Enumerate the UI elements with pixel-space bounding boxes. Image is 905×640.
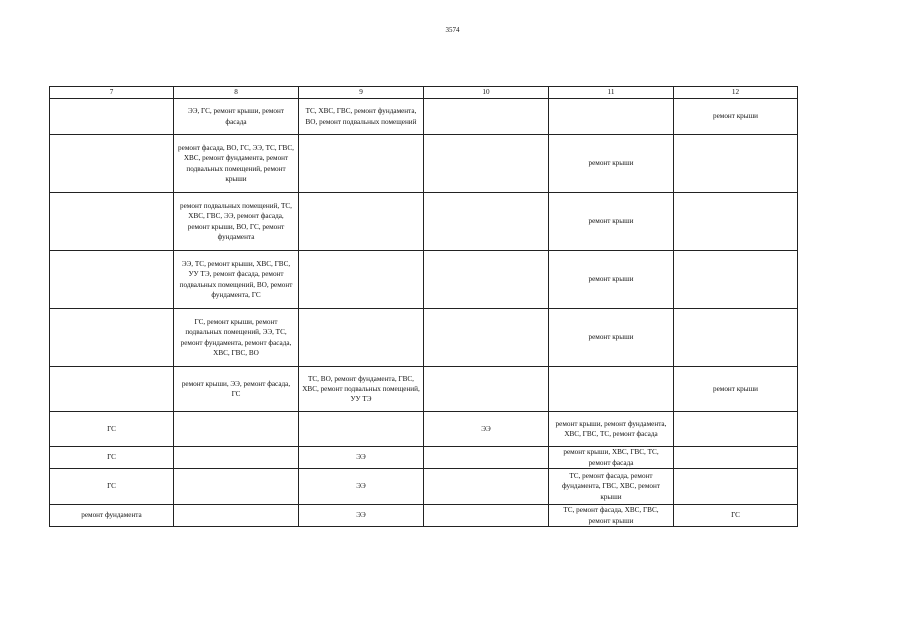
table-cell [424, 193, 549, 251]
table-row [50, 367, 798, 412]
table-cell [174, 412, 299, 447]
table-cell [674, 447, 798, 469]
table-cell: ГС [50, 412, 174, 447]
table-cell: ремонт крыши, ЭЭ, ремонт фасада, ГС [174, 367, 299, 412]
table-cell [424, 447, 549, 469]
table-cell: ремонт крыши [674, 99, 798, 135]
table-cell [299, 135, 424, 193]
table-cell: ГС [50, 469, 174, 505]
table-row [50, 505, 798, 527]
table-row [50, 412, 798, 447]
table-row [50, 309, 798, 367]
page-number: 3574 [445, 26, 460, 34]
table-cell [424, 135, 549, 193]
table-cell [674, 412, 798, 447]
table-cell [424, 309, 549, 367]
data-table [49, 86, 798, 527]
table-cell: ЭЭ, ГС, ремонт крыши, ремонт фасада [174, 99, 299, 135]
table-cell: ремонт крыши [549, 193, 674, 251]
table-cell: ЭЭ, ТС, ремонт крыши, ХВС, ГВС, УУ ТЭ, ремонт фасада, ремонт подвальных помещений, ВО, ремонт фундамента, ГС [174, 251, 299, 309]
table-row [50, 447, 798, 469]
table-cell [549, 367, 674, 412]
table-cell [424, 251, 549, 309]
table-cell: ремонт крыши [549, 251, 674, 309]
table-cell [174, 447, 299, 469]
table-cell [174, 505, 299, 527]
table-cell [50, 309, 174, 367]
table-cell: ТС, ремонт фасада, ХВС, ГВС, ремонт крыши [549, 505, 674, 527]
table-cell: ГС [674, 505, 798, 527]
column-header-2: 8 [174, 87, 299, 99]
table-cell [674, 309, 798, 367]
table-cell [674, 469, 798, 505]
table-cell: ТС, ХВС, ГВС, ремонт фундамента, ВО, ремонт подвальных помещений [299, 99, 424, 135]
table-cell: ремонт крыши [549, 135, 674, 193]
column-header-1: 7 [50, 87, 174, 99]
table-cell [50, 99, 174, 135]
table-cell [299, 309, 424, 367]
table-cell [674, 135, 798, 193]
table-cell [549, 99, 674, 135]
column-header-6: 12 [674, 87, 798, 99]
table-cell [424, 367, 549, 412]
table-cell [299, 193, 424, 251]
table-cell: ремонт крыши, ремонт фундамента, ХВС, ГВС, ТС, ремонт фасада [549, 412, 674, 447]
table-cell [424, 99, 549, 135]
table-cell: ЭЭ [299, 505, 424, 527]
table-cell [299, 412, 424, 447]
table-cell [50, 193, 174, 251]
table-cell [50, 367, 174, 412]
table-cell: ЭЭ [299, 447, 424, 469]
table-cell [674, 193, 798, 251]
column-header-4: 10 [424, 87, 549, 99]
table-cell [674, 251, 798, 309]
table-cell [299, 251, 424, 309]
table-cell: ремонт фасада, ВО, ГС, ЭЭ, ТС, ГВС, ХВС, ремонт фундамента, ремонт подвальных помещений, ремонт крыши [174, 135, 299, 193]
table-cell: ремонт крыши [674, 367, 798, 412]
table-cell: ремонт крыши, ХВС, ГВС, ТС, ремонт фасада [549, 447, 674, 469]
header-row [50, 87, 798, 99]
table-cell [50, 251, 174, 309]
table-cell: ремонт подвальных помещений, ТС, ХВС, ГВС, ЭЭ, ремонт фасада, ремонт крыши, ВО, ГС, ремонт фундамента [174, 193, 299, 251]
table-cell [174, 469, 299, 505]
table-row [50, 135, 798, 193]
table-cell: ТС, ВО, ремонт фундамента, ГВС, ХВС, ремонт подвальных помещений, УУ ТЭ [299, 367, 424, 412]
table-cell [424, 469, 549, 505]
column-header-3: 9 [299, 87, 424, 99]
table-cell: ремонт фундамента [50, 505, 174, 527]
table-row [50, 251, 798, 309]
table-cell: ГС [50, 447, 174, 469]
table-row [50, 99, 798, 135]
table-row [50, 193, 798, 251]
column-header-5: 11 [549, 87, 674, 99]
table-cell: ЭЭ [424, 412, 549, 447]
table-cell: ЭЭ [299, 469, 424, 505]
table-row [50, 469, 798, 505]
table-cell: ремонт крыши [549, 309, 674, 367]
table-cell [424, 505, 549, 527]
table-cell [50, 135, 174, 193]
table-cell: ГС, ремонт крыши, ремонт подвальных помещений, ЭЭ, ТС, ремонт фундамента, ремонт фасада, ХВС, ГВС, ВО [174, 309, 299, 367]
table-cell: ТС, ремонт фасада, ремонт фундамента, ГВС, ХВС, ремонт крыши [549, 469, 674, 505]
